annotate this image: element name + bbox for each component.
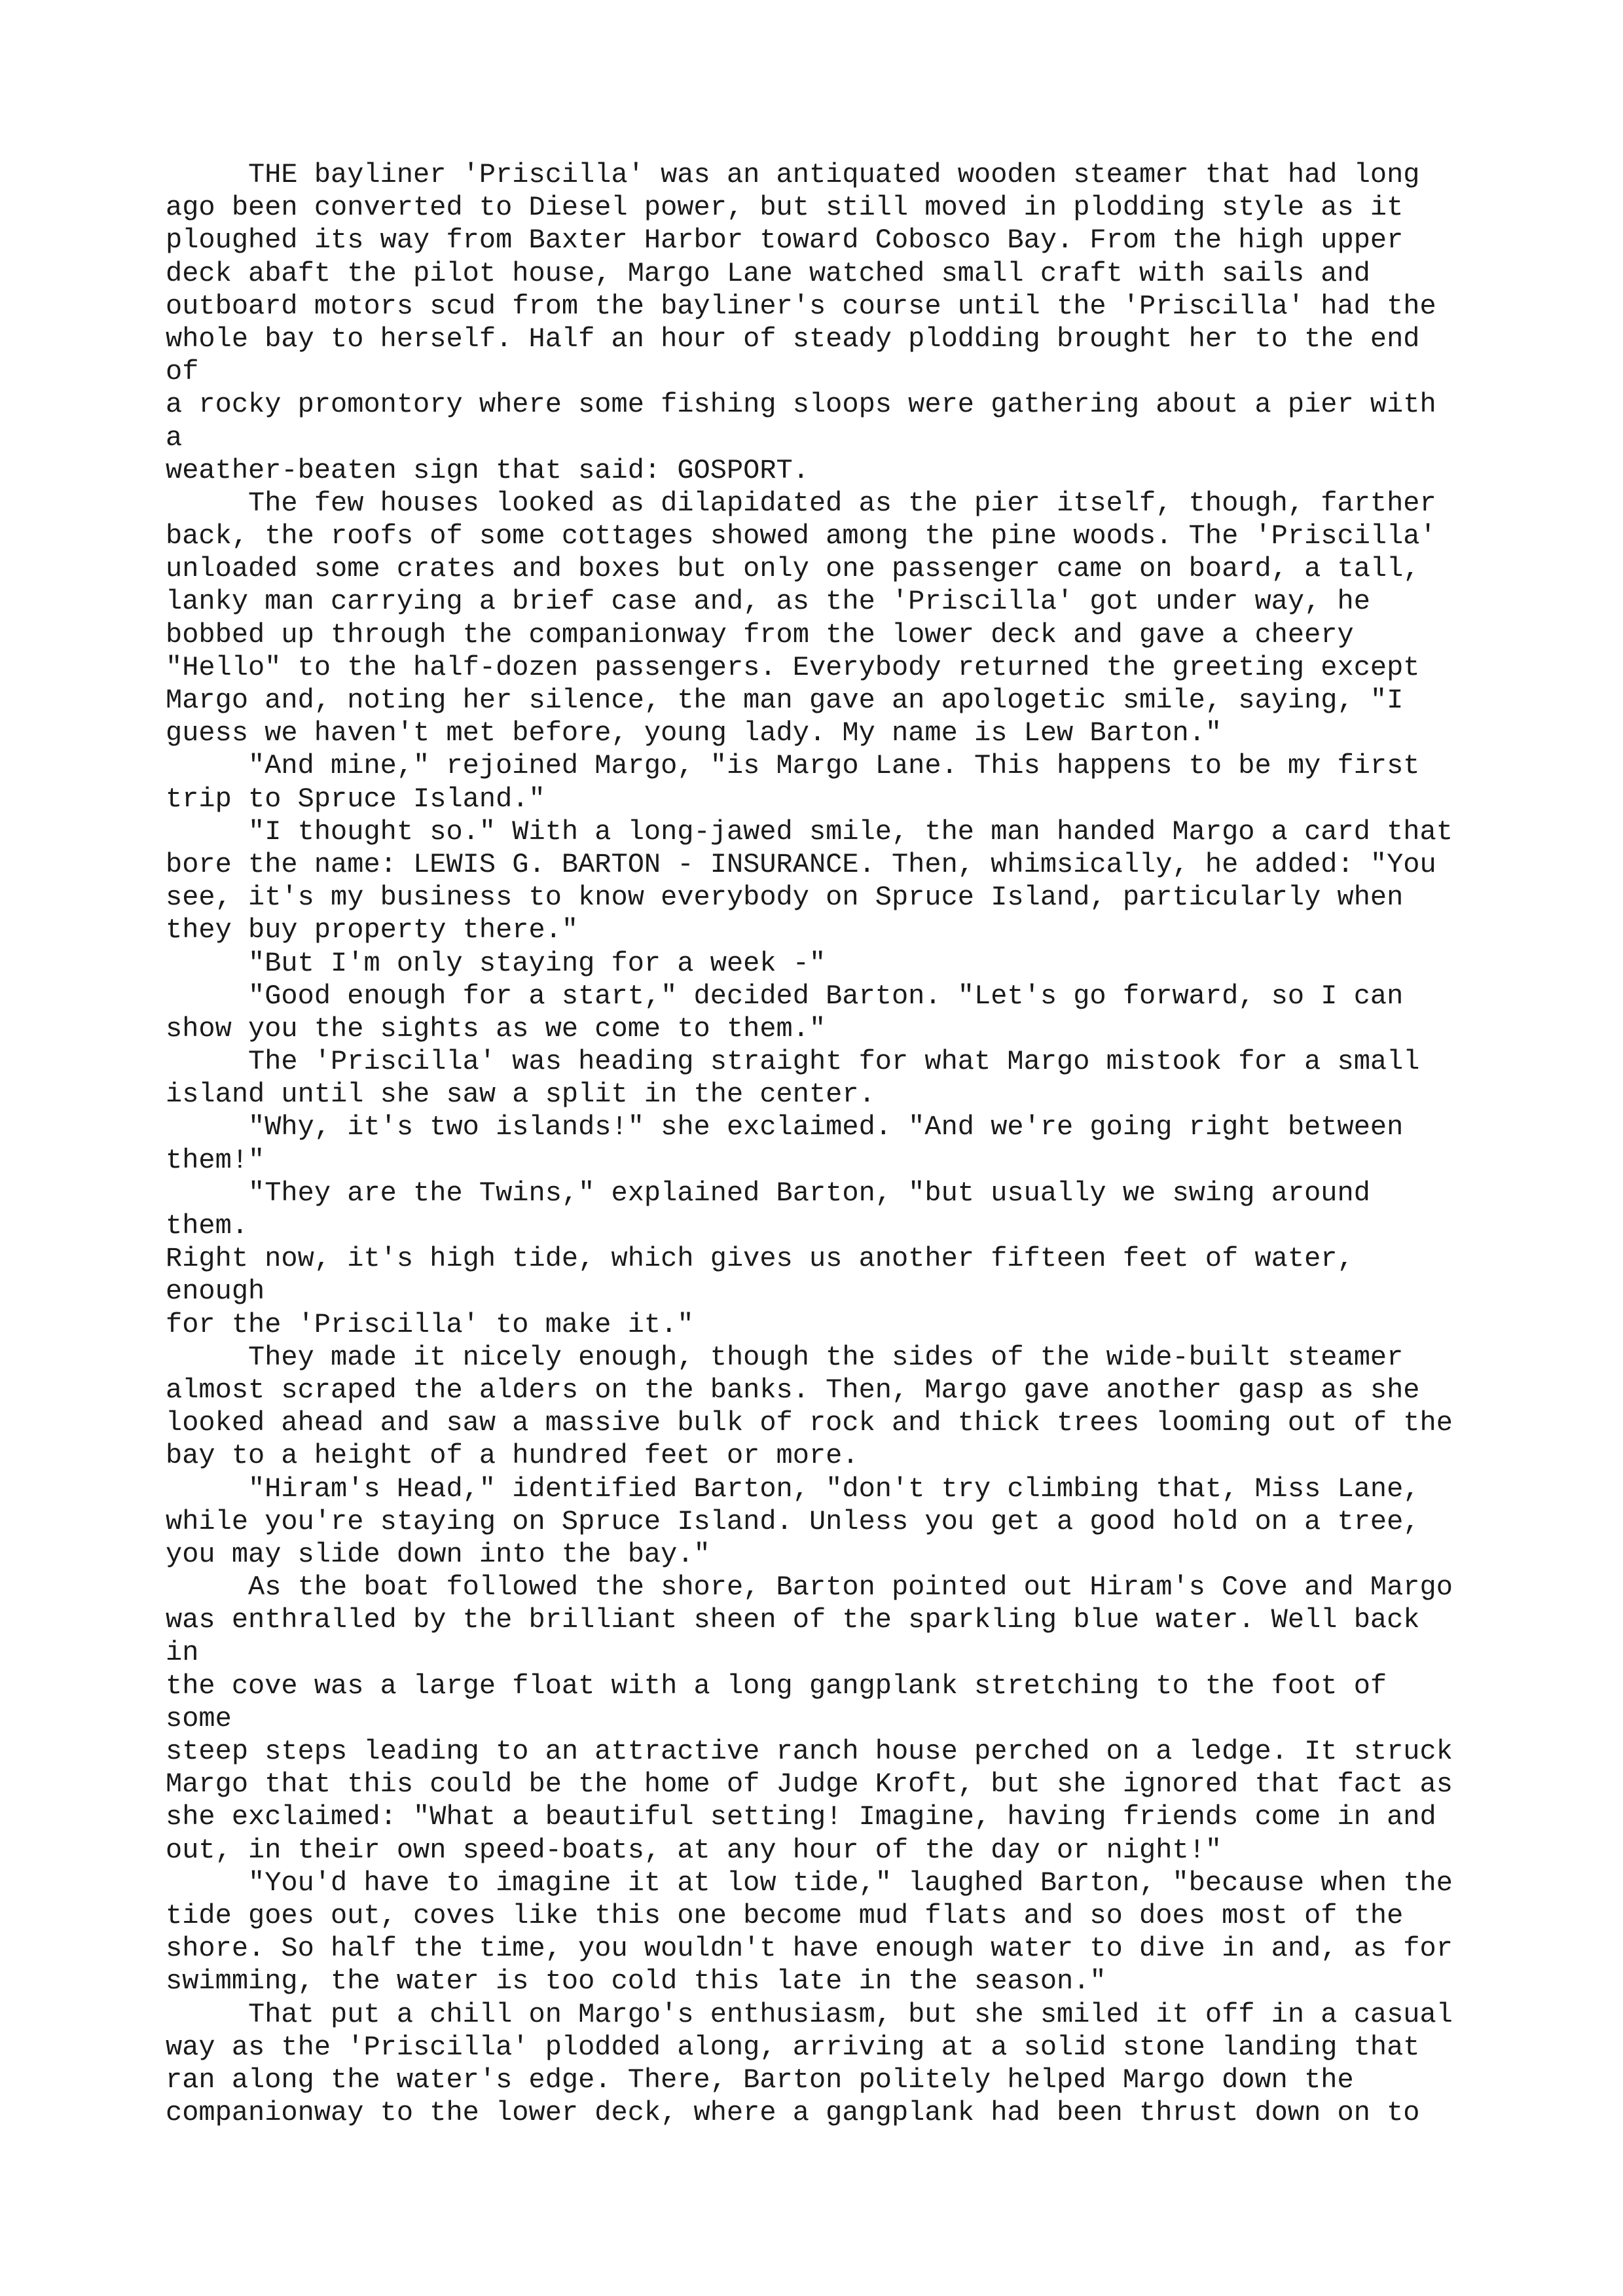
text-line: steep steps leading to an attractive ranch house perched on a ledge. It struck [166, 1736, 1453, 1767]
text-line: deck abaft the pilot house, Margo Lane watched small craft with sails and [166, 257, 1370, 289]
text-line: island until she saw a split in the center. [166, 1079, 875, 1111]
text-line: whole bay to herself. Half an hour of steady plodding brought her to the end [166, 323, 1420, 355]
text-line: "You'd have to imagine it at low tide," laughed Barton, "because when the [166, 1867, 1453, 1899]
text-line: lanky man carrying a brief case and, as the 'Priscilla' got under way, he [166, 586, 1370, 618]
text-line: way as the 'Priscilla' plodded along, arriving at a solid stone landing that [166, 2031, 1420, 2063]
text-line: they buy property there." [166, 914, 579, 946]
story-text [166, 158, 1606, 2129]
text-line: swimming, the water is too cold this late in the season." [166, 1965, 1106, 1998]
text-line: "Hiram's Head," identified Barton, "don't try climbing that, Miss Lane, [166, 1473, 1420, 1505]
text-line: outboard motors scud from the bayliner's course until the 'Priscilla' had the [166, 290, 1436, 322]
text-line: for the 'Priscilla' to make it." [166, 1308, 694, 1340]
text-line: "And mine," rejoined Margo, "is Margo Lane. This happens to be my first [166, 750, 1420, 782]
text-line: was enthralled by the brilliant sheen of the sparkling blue water. Well back [166, 1604, 1420, 1636]
text-line: shore. So half the time, you wouldn't have enough water to dive in and, as for [166, 1933, 1453, 1965]
text-line: the cove was a large float with a long gangplank stretching to the foot of [166, 1670, 1387, 1702]
text-line: ploughed its way from Baxter Harbor toward Cobosco Bay. From the high upper [166, 224, 1404, 257]
text-line: unloaded some crates and boxes but only one passenger came on board, a tall, [166, 553, 1420, 585]
text-line: she exclaimed: "What a beautiful setting! Imagine, having friends come in and [166, 1801, 1436, 1833]
text-line: "Good enough for a start," decided Barton. "Let's go forward, so I can [166, 980, 1404, 1012]
text-line: As the boat followed the shore, Barton pointed out Hiram's Cove and Margo [166, 1571, 1453, 1604]
text-line: them!" [166, 1144, 265, 1176]
text-line: guess we haven't met before, young lady. My name is Lew Barton." [166, 717, 1222, 749]
text-line: weather-beaten sign that said: GOSPORT. [166, 454, 809, 486]
text-line: out, in their own speed-boats, at any hour of the day or night!" [166, 1834, 1222, 1866]
text-line: "I thought so." With a long-jawed smile, the man handed Margo a card that [166, 816, 1453, 848]
text-line: looked ahead and saw a massive bulk of rock and thick trees looming out of the [166, 1407, 1453, 1439]
text-line: Right now, it's high tide, which gives us another fifteen feet of water, [166, 1243, 1354, 1275]
text-line: bay to a height of a hundred feet or more. [166, 1440, 859, 1472]
text-line: "They are the Twins," explained Barton, "but usually we swing around [166, 1177, 1370, 1209]
text-line: a [166, 422, 183, 454]
text-line: show you the sights as we come to them." [166, 1013, 826, 1045]
text-line: "Why, it's two islands!" she exclaimed. "And we're going right between [166, 1111, 1404, 1143]
text-line: "Hello" to the half-dozen passengers. Everybody returned the greeting except [166, 651, 1420, 683]
text-line: That put a chill on Margo's enthusiasm, but she smiled it off in a casual [166, 1998, 1453, 2030]
text-line: bore the name: LEWIS G. BARTON - INSURANCE. Then, whimsically, he added: "You [166, 848, 1436, 880]
text-line: of [166, 356, 199, 388]
text-line: companionway to the lower deck, where a gangplank had been thrust down on to [166, 2097, 1420, 2129]
text-line: Margo and, noting her silence, the man gave an apologetic smile, saying, "I [166, 685, 1404, 716]
text-line: them. [166, 1210, 249, 1242]
text-line: in [166, 1637, 199, 1669]
text-line: "But I'm only staying for a week -" [166, 947, 826, 979]
text-line: you may slide down into the bay." [166, 1538, 710, 1570]
text-line: ran along the water's edge. There, Barton politely helped Margo down the [166, 2064, 1354, 2096]
text-line: while you're staying on Spruce Island. Unless you get a good hold on a tree, [166, 1505, 1420, 1537]
text-line: Margo that this could be the home of Judge Kroft, but she ignored that fact as [166, 1768, 1453, 1801]
text-line: see, it's my business to know everybody on Spruce Island, particularly when [166, 882, 1404, 914]
text-line: some [166, 1702, 232, 1734]
text-line: They made it nicely enough, though the sides of the wide-built steamer [166, 1341, 1404, 1373]
text-line: tide goes out, coves like this one become mud flats and so does most of the [166, 1899, 1404, 1931]
text-line: a rocky promontory where some fishing sloops were gathering about a pier with [166, 389, 1436, 421]
text-line: back, the roofs of some cottages showed among the pine woods. The 'Priscilla' [166, 520, 1436, 552]
text-line: The 'Priscilla' was heading straight for what Margo mistook for a small [166, 1046, 1420, 1078]
text-line: trip to Spruce Island." [166, 783, 545, 815]
text-line: THE bayliner 'Priscilla' was an antiquated wooden steamer that had long [166, 159, 1420, 190]
text-line: almost scraped the alders on the banks. Then, Margo gave another gasp as she [166, 1374, 1420, 1406]
text-line: The few houses looked as dilapidated as the pier itself, though, farther [166, 487, 1436, 519]
text-line: ago been converted to Diesel power, but still moved in plodding style as it [166, 192, 1404, 224]
text-line: enough [166, 1276, 265, 1308]
text-line: bobbed up through the companionway from the lower deck and gave a cheery [166, 619, 1354, 651]
